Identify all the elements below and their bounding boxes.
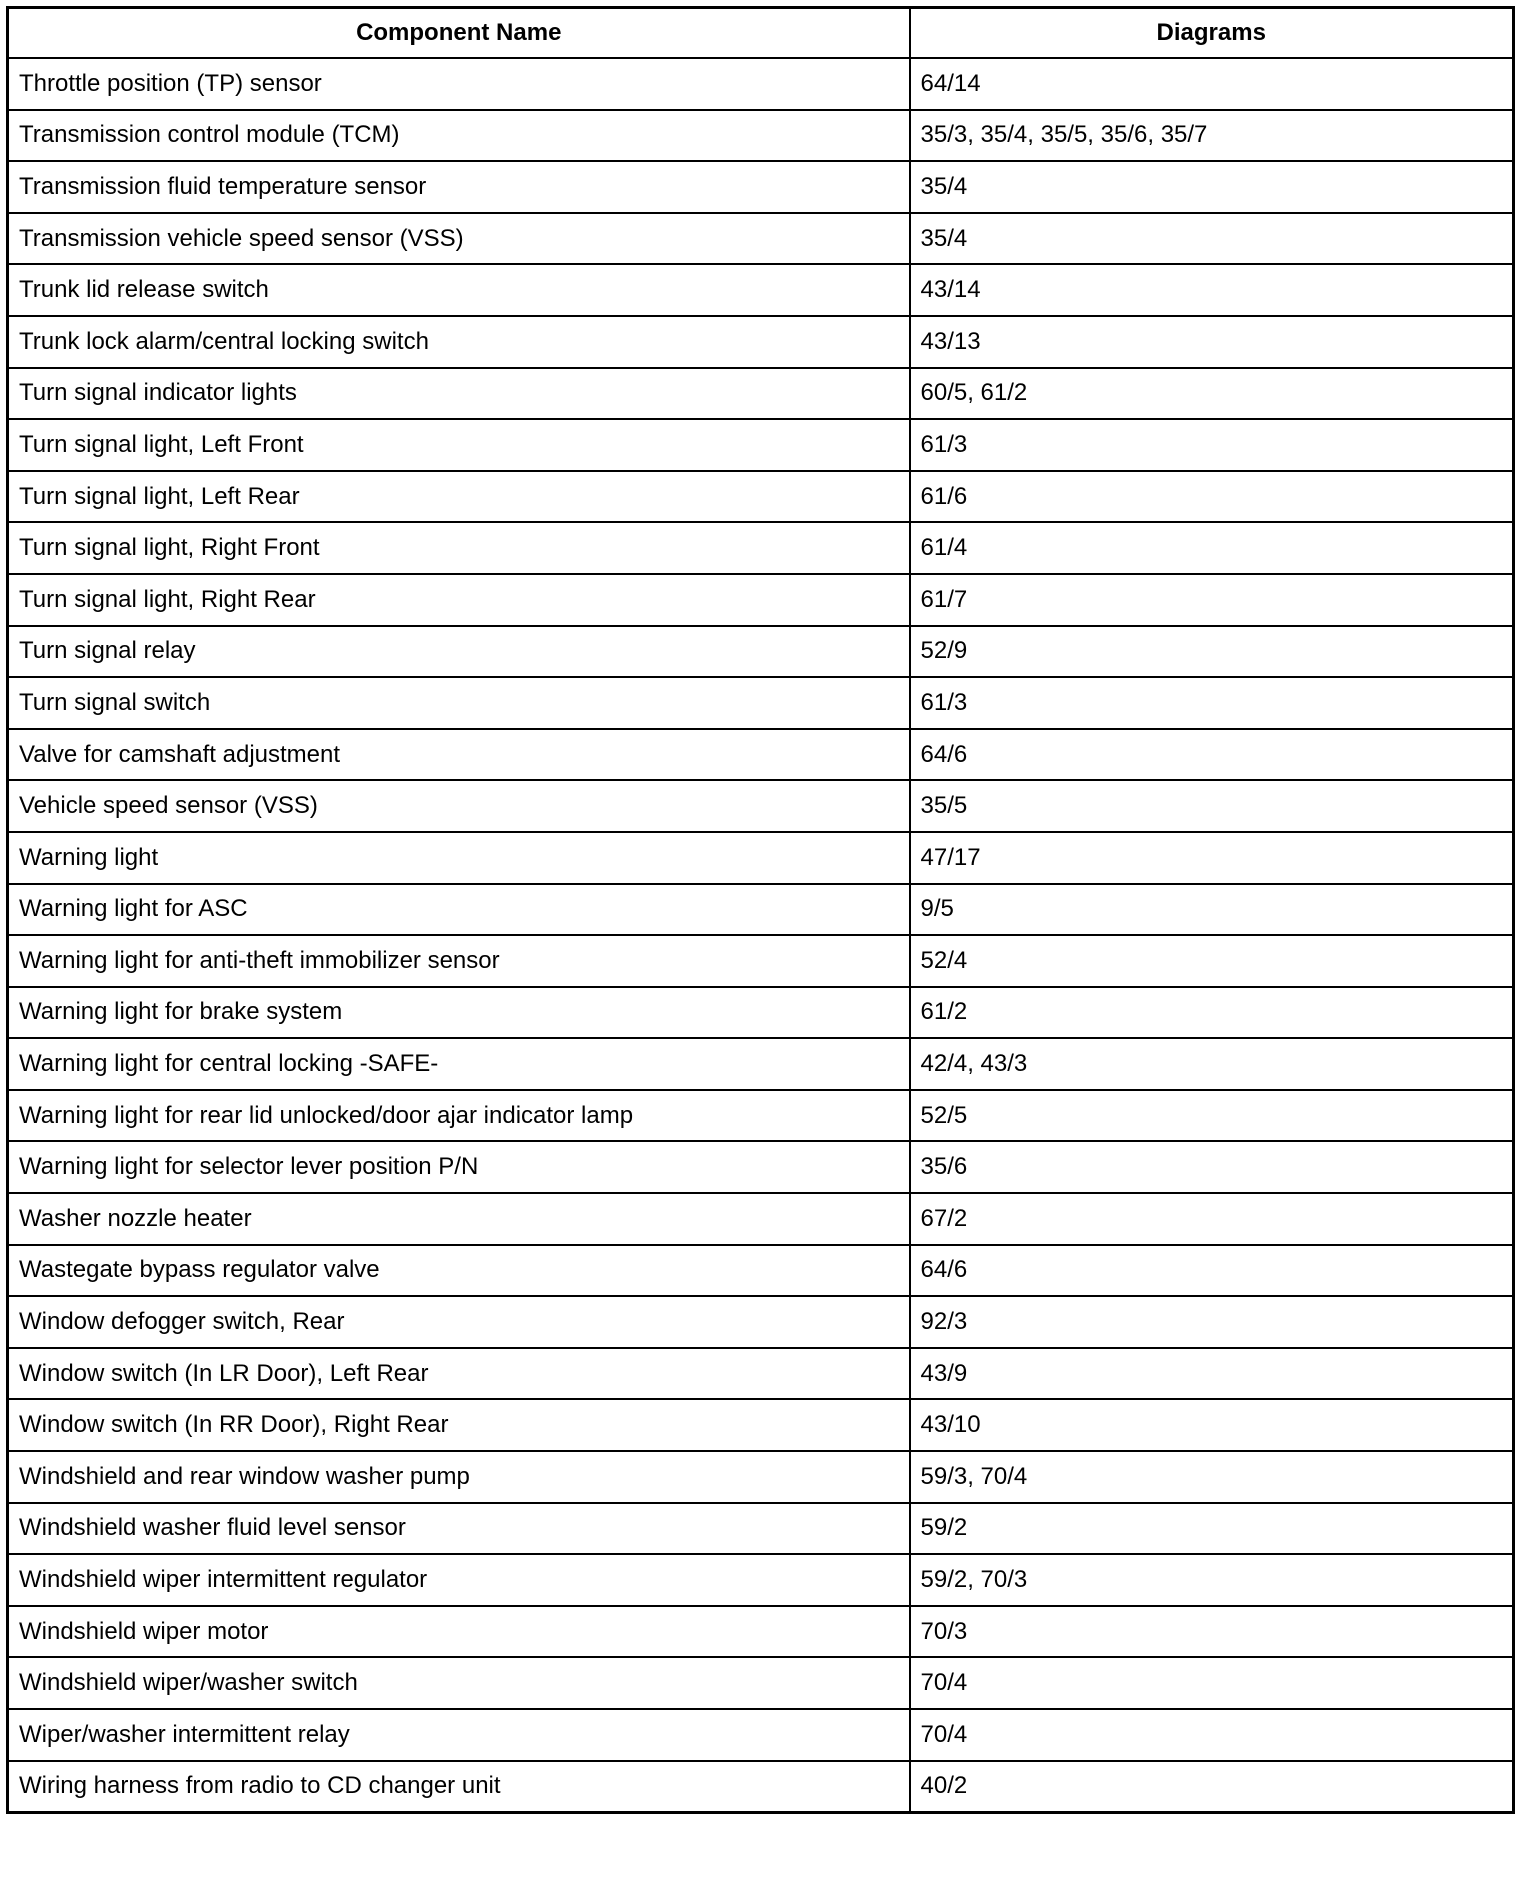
component-name-cell: Windshield wiper/washer switch	[8, 1657, 910, 1709]
component-name-cell: Turn signal light, Left Rear	[8, 471, 910, 523]
diagrams-cell: 70/4	[910, 1657, 1514, 1709]
component-name-cell: Transmission fluid temperature sensor	[8, 161, 910, 213]
diagrams-cell: 92/3	[910, 1296, 1514, 1348]
column-header-component-name: Component Name	[8, 8, 910, 59]
table-row	[8, 574, 1514, 626]
table-row	[8, 935, 1514, 987]
diagrams-cell: 59/3, 70/4	[910, 1451, 1514, 1503]
component-index-table	[6, 6, 1515, 1814]
component-name-cell: Transmission control module (TCM)	[8, 110, 910, 162]
table-row	[8, 729, 1514, 781]
table-row	[8, 1657, 1514, 1709]
diagrams-cell: 43/10	[910, 1399, 1514, 1451]
diagrams-cell: 60/5, 61/2	[910, 368, 1514, 420]
table-row	[8, 832, 1514, 884]
component-name-cell: Windshield washer fluid level sensor	[8, 1503, 910, 1555]
table-row	[8, 1090, 1514, 1142]
component-name-cell: Washer nozzle heater	[8, 1193, 910, 1245]
component-name-cell: Warning light for anti-theft immobilizer sensor	[8, 935, 910, 987]
table-row	[8, 522, 1514, 574]
diagrams-cell: 9/5	[910, 884, 1514, 936]
table-row	[8, 780, 1514, 832]
table-row	[8, 1503, 1514, 1555]
component-name-cell: Wastegate bypass regulator valve	[8, 1245, 910, 1297]
component-name-cell: Window defogger switch, Rear	[8, 1296, 910, 1348]
component-name-cell: Wiring harness from radio to CD changer unit	[8, 1761, 910, 1813]
header-row	[8, 8, 1514, 59]
component-name-cell: Windshield and rear window washer pump	[8, 1451, 910, 1503]
table-row	[8, 161, 1514, 213]
component-name-cell: Turn signal relay	[8, 626, 910, 678]
diagrams-cell: 35/4	[910, 161, 1514, 213]
table-row	[8, 316, 1514, 368]
diagrams-cell: 70/4	[910, 1709, 1514, 1761]
table-row	[8, 987, 1514, 1039]
column-header-diagrams: Diagrams	[910, 8, 1514, 59]
diagrams-cell: 42/4, 43/3	[910, 1038, 1514, 1090]
component-name-cell: Turn signal light, Right Front	[8, 522, 910, 574]
table-row	[8, 1399, 1514, 1451]
diagrams-cell: 59/2	[910, 1503, 1514, 1555]
table-row	[8, 471, 1514, 523]
table-row	[8, 677, 1514, 729]
table-row	[8, 626, 1514, 678]
component-name-cell: Trunk lid release switch	[8, 264, 910, 316]
component-name-cell: Turn signal light, Left Front	[8, 419, 910, 471]
diagrams-cell: 47/17	[910, 832, 1514, 884]
component-name-cell: Throttle position (TP) sensor	[8, 58, 910, 110]
component-name-cell: Valve for camshaft adjustment	[8, 729, 910, 781]
table-row	[8, 1141, 1514, 1193]
diagrams-cell: 61/6	[910, 471, 1514, 523]
table-body	[8, 58, 1514, 1813]
component-name-cell: Transmission vehicle speed sensor (VSS)	[8, 213, 910, 265]
component-name-cell: Vehicle speed sensor (VSS)	[8, 780, 910, 832]
diagrams-cell: 35/6	[910, 1141, 1514, 1193]
diagrams-cell: 64/6	[910, 729, 1514, 781]
diagrams-cell: 52/5	[910, 1090, 1514, 1142]
diagrams-cell: 52/9	[910, 626, 1514, 678]
component-name-cell: Windshield wiper intermittent regulator	[8, 1554, 910, 1606]
diagrams-cell: 59/2, 70/3	[910, 1554, 1514, 1606]
table-row	[8, 1451, 1514, 1503]
component-name-cell: Turn signal light, Right Rear	[8, 574, 910, 626]
diagrams-cell: 61/2	[910, 987, 1514, 1039]
component-name-cell: Turn signal indicator lights	[8, 368, 910, 420]
diagrams-cell: 35/4	[910, 213, 1514, 265]
diagrams-cell: 52/4	[910, 935, 1514, 987]
diagrams-cell: 64/14	[910, 58, 1514, 110]
table-row	[8, 1348, 1514, 1400]
diagrams-cell: 67/2	[910, 1193, 1514, 1245]
table-row	[8, 58, 1514, 110]
table-row	[8, 1761, 1514, 1813]
component-name-cell: Warning light for rear lid unlocked/door ajar indicator lamp	[8, 1090, 910, 1142]
table-row	[8, 1038, 1514, 1090]
component-name-cell: Windshield wiper motor	[8, 1606, 910, 1658]
diagrams-cell: 35/5	[910, 780, 1514, 832]
diagrams-cell: 35/3, 35/4, 35/5, 35/6, 35/7	[910, 110, 1514, 162]
component-name-cell: Trunk lock alarm/central locking switch	[8, 316, 910, 368]
table-row	[8, 1709, 1514, 1761]
component-name-cell: Warning light for ASC	[8, 884, 910, 936]
diagrams-cell: 43/13	[910, 316, 1514, 368]
component-name-cell: Window switch (In RR Door), Right Rear	[8, 1399, 910, 1451]
table-row	[8, 264, 1514, 316]
table-row	[8, 1606, 1514, 1658]
table-row	[8, 1245, 1514, 1297]
diagrams-cell: 61/3	[910, 677, 1514, 729]
diagrams-cell: 61/4	[910, 522, 1514, 574]
diagrams-cell: 40/2	[910, 1761, 1514, 1813]
diagrams-cell: 64/6	[910, 1245, 1514, 1297]
component-name-cell: Warning light for central locking -SAFE-	[8, 1038, 910, 1090]
table-row	[8, 213, 1514, 265]
diagrams-cell: 70/3	[910, 1606, 1514, 1658]
table-row	[8, 1554, 1514, 1606]
diagrams-cell: 61/7	[910, 574, 1514, 626]
component-name-cell: Warning light for brake system	[8, 987, 910, 1039]
table-row	[8, 884, 1514, 936]
component-name-cell: Warning light	[8, 832, 910, 884]
table-row	[8, 110, 1514, 162]
diagrams-cell: 43/9	[910, 1348, 1514, 1400]
table-row	[8, 368, 1514, 420]
table-row	[8, 419, 1514, 471]
component-name-cell: Turn signal switch	[8, 677, 910, 729]
table-row	[8, 1193, 1514, 1245]
component-name-cell: Wiper/washer intermittent relay	[8, 1709, 910, 1761]
component-name-cell: Window switch (In LR Door), Left Rear	[8, 1348, 910, 1400]
diagrams-cell: 43/14	[910, 264, 1514, 316]
diagrams-cell: 61/3	[910, 419, 1514, 471]
table-row	[8, 1296, 1514, 1348]
component-name-cell: Warning light for selector lever position P/N	[8, 1141, 910, 1193]
